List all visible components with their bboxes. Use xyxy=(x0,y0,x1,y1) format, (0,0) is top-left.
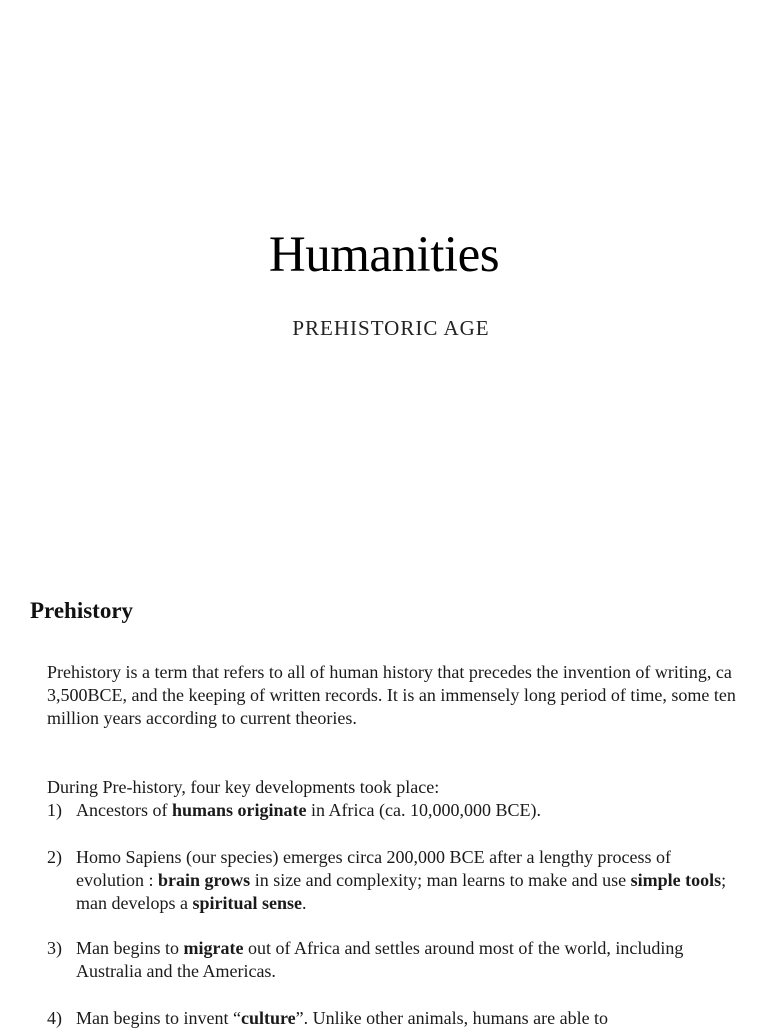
list-item-number: 1) xyxy=(47,800,62,820)
list-item xyxy=(47,799,737,822)
bold-term: culture xyxy=(240,1008,296,1028)
text-run: Homo Sapiens (our species) emerges circa 200,000 BCE after a lengthy process of evolution : xyxy=(76,847,671,890)
list-item xyxy=(47,937,737,983)
bold-term: migrate xyxy=(183,938,244,958)
list-item-text xyxy=(76,1007,737,1030)
list-item-text xyxy=(76,846,737,915)
list-item xyxy=(47,846,737,915)
list-item-number: 2) xyxy=(47,847,62,867)
text-run: ”. Unlike other animals, humans are able to xyxy=(295,1008,609,1028)
section-heading: Prehistory xyxy=(30,598,134,623)
intro-paragraph: Prehistory is a term that refers to all of human history that precedes the invention of writing, ca 3,500BCE, and the keeping of written records. It is an immensely long period of time, some ten million years according to current theories. xyxy=(47,662,736,728)
list-item xyxy=(47,1007,737,1030)
text-run: Ancestors of xyxy=(76,800,172,820)
text-run: Man begins to invent “ xyxy=(76,1008,241,1028)
bold-term: simple tools xyxy=(630,870,722,890)
bold-term: brain grows xyxy=(158,870,251,890)
list-item-text xyxy=(76,937,737,983)
developments-intro: During Pre-history, four key developments took place: xyxy=(47,777,440,797)
document-title: Humanities xyxy=(268,227,500,283)
bold-term: spiritual sense xyxy=(192,893,302,913)
document-subtitle: PREHISTORIC AGE xyxy=(292,316,490,340)
text-run: in Africa (ca. 10,000,000 BCE). xyxy=(306,800,541,820)
text-run: Man begins to xyxy=(76,938,184,958)
text-run: . xyxy=(301,893,307,913)
text-run: out of Africa and settles around most of the world, including Australia and the Americas. xyxy=(76,938,684,981)
list-item-text xyxy=(76,799,737,822)
text-run: in size and complexity; man learns to make and use xyxy=(250,870,631,890)
list-item-number: 4) xyxy=(47,1008,62,1028)
text-run: ; man develops a xyxy=(76,870,727,913)
list-item-number: 3) xyxy=(47,938,62,958)
bold-term: humans originate xyxy=(171,800,307,820)
